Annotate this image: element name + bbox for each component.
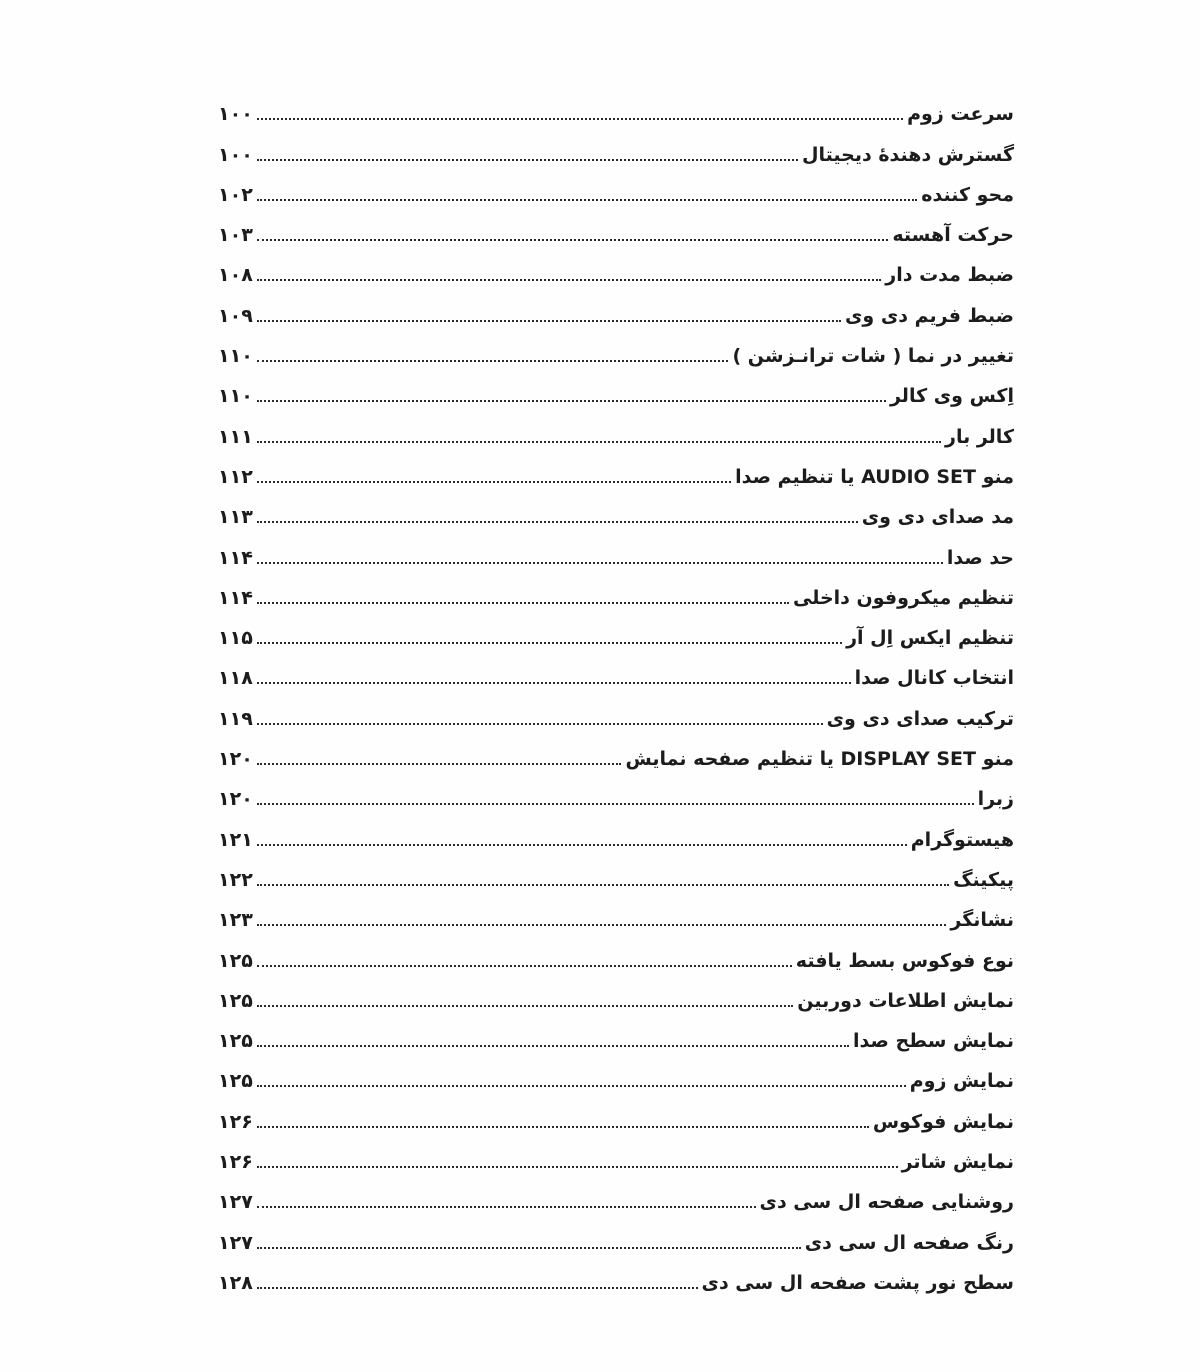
dot-leader [257,279,881,281]
toc-entry-page: ۱۲۷ [218,1191,253,1214]
toc-entry-title: نمایش شاتر [901,1151,1014,1174]
toc-entry [218,1214,1014,1254]
toc-entry [218,650,1014,690]
toc-entry-title: نمایش فوکوس [872,1110,1014,1133]
dot-leader [257,723,823,725]
toc-entry-page: ۱۰۸ [218,264,253,287]
toc-entry [218,973,1014,1013]
toc-entry [218,86,1014,126]
toc-entry-title: نمایش سطح صدا [853,1030,1014,1053]
toc-entry [218,1093,1014,1133]
toc-entry [218,167,1014,207]
toc-entry-title: رنگ صفحه ال سی دی [804,1231,1014,1254]
toc-entry [218,771,1014,811]
toc-entry-page: ۱۰۹ [218,304,253,327]
toc-entry [218,287,1014,327]
toc-entry [218,932,1014,972]
toc-entry [218,731,1014,771]
toc-entry [218,1134,1014,1174]
toc-entry [218,368,1014,408]
dot-leader [257,642,842,644]
toc-entry-page: ۱۲۶ [218,1151,253,1174]
toc-entry-page: ۱۰۲ [218,183,253,206]
toc-entry-page: ۱۱۱ [218,425,253,448]
toc-entry-title: انتخاب کانال صدا [854,667,1014,690]
toc-entry-title: حد صدا [946,546,1014,569]
dot-leader [257,682,851,684]
dot-leader [257,159,798,161]
toc-entry-page: ۱۰۳ [218,224,253,247]
toc-entry-title: کالر بار [945,425,1014,448]
dot-leader [257,1287,698,1289]
dot-leader [257,763,622,765]
dot-leader [257,239,889,241]
dot-leader [257,803,974,805]
toc-entry-title: سرعت زوم [907,103,1014,126]
toc-entry-title: ضبط مدت دار [885,264,1014,287]
toc-entry-title: تنظیم ایکس اِل آر [846,627,1014,650]
toc-entry-page: ۱۱۰ [218,345,253,368]
toc-entry [218,529,1014,569]
dot-leader [257,441,941,443]
toc-entry-title: پیکینگ [953,868,1014,891]
dot-leader [257,1126,869,1128]
toc-entry-title: هیستوگرام [910,828,1014,851]
toc-entry [218,1174,1014,1214]
dot-leader [257,481,731,483]
toc-entry-page: ۱۱۹ [218,707,253,730]
dot-leader [257,521,858,523]
toc-entry-page: ۱۰۰ [218,143,253,166]
toc-entry-page: ۱۲۳ [218,909,253,932]
dot-leader [257,118,903,120]
dot-leader [257,924,947,926]
toc-entry-title: ضبط فریم دی وی [845,304,1014,327]
toc-entry-page: ۱۱۲ [218,465,253,488]
toc-entry-title: نمایش اطلاعات دوربین [797,989,1014,1012]
dot-leader [257,1005,793,1007]
toc-entry [218,328,1014,368]
dot-leader [257,884,949,886]
toc-entry-title: مد صدای دی وی [861,506,1014,529]
toc-entry [218,489,1014,529]
dot-leader [257,562,943,564]
toc-entry-title: تغییر در نما ( شات ترانـزشن ) [732,345,1014,368]
toc-entry [218,892,1014,932]
dot-leader [257,1085,906,1087]
toc-entry [218,1255,1014,1295]
toc-entry-page: ۱۰۰ [218,103,253,126]
toc-entry-page: ۱۲۱ [218,828,253,851]
toc-entry-title: نوع فوکوس بسط یافته [795,949,1014,972]
toc-entry-title: زبرا [977,788,1014,811]
toc-entry [218,811,1014,851]
dot-leader [257,965,792,967]
toc-entry-title: سطح نور پشت صفحه ال سی دی [701,1271,1014,1294]
toc-entry-title: نمایش زوم [909,1070,1014,1093]
toc-entry [218,610,1014,650]
toc-entry [218,1053,1014,1093]
dot-leader [257,1045,849,1047]
toc-entry [218,1013,1014,1053]
toc-entry-page: ۱۱۴ [218,586,253,609]
dot-leader [257,199,917,201]
toc-entry-page: ۱۲۰ [218,748,253,771]
toc-entry-title: محو کننده [921,183,1014,206]
dot-leader [257,1247,801,1249]
toc-entry [218,408,1014,448]
toc-entry [218,690,1014,730]
toc-entry-page: ۱۱۸ [218,667,253,690]
toc-entry-title: نشانگر [950,909,1014,932]
dot-leader [257,602,789,604]
toc-entry [218,247,1014,287]
dot-leader [257,360,729,362]
toc-entry-title: منو AUDIO SET یا تنظیم صدا [735,465,1014,488]
toc-entry-page: ۱۱۵ [218,627,253,650]
toc-entry-page: ۱۲۵ [218,1030,253,1053]
toc-entry [218,126,1014,166]
toc-entry-title: منو DISPLAY SET یا تنظیم صفحه نمایش [625,748,1014,771]
toc-entry-page: ۱۲۵ [218,949,253,972]
toc-entry-page: ۱۱۳ [218,506,253,529]
toc-entry [218,207,1014,247]
toc-entry-page: ۱۲۶ [218,1110,253,1133]
toc-entry-page: ۱۲۵ [218,1070,253,1093]
table-of-contents [218,86,1014,1295]
dot-leader [257,844,907,846]
toc-entry-title: حرکت آهسته [892,224,1014,247]
toc-entry [218,449,1014,489]
toc-entry-title: گسترش دهندهٔ دیجیتال [802,143,1014,166]
toc-entry-title: ترکیب صدای دی وی [826,707,1014,730]
dot-leader [257,320,841,322]
toc-entry-page: ۱۲۰ [218,788,253,811]
toc-entry [218,570,1014,610]
toc-entry-page: ۱۲۷ [218,1231,253,1254]
toc-entry-page: ۱۲۸ [218,1271,253,1294]
toc-entry-page: ۱۲۲ [218,868,253,891]
dot-leader [257,400,886,402]
toc-entry [218,852,1014,892]
dot-leader [257,1206,756,1208]
toc-entry-page: ۱۱۰ [218,385,253,408]
dot-leader [257,1166,898,1168]
toc-entry-title: اِکس وی کالر [889,385,1014,408]
toc-entry-page: ۱۲۵ [218,989,253,1012]
toc-entry-page: ۱۱۴ [218,546,253,569]
toc-entry-title: تنظیم میکروفون داخلی [793,586,1014,609]
toc-entry-title: روشنایی صفحه ال سی دی [759,1191,1014,1214]
